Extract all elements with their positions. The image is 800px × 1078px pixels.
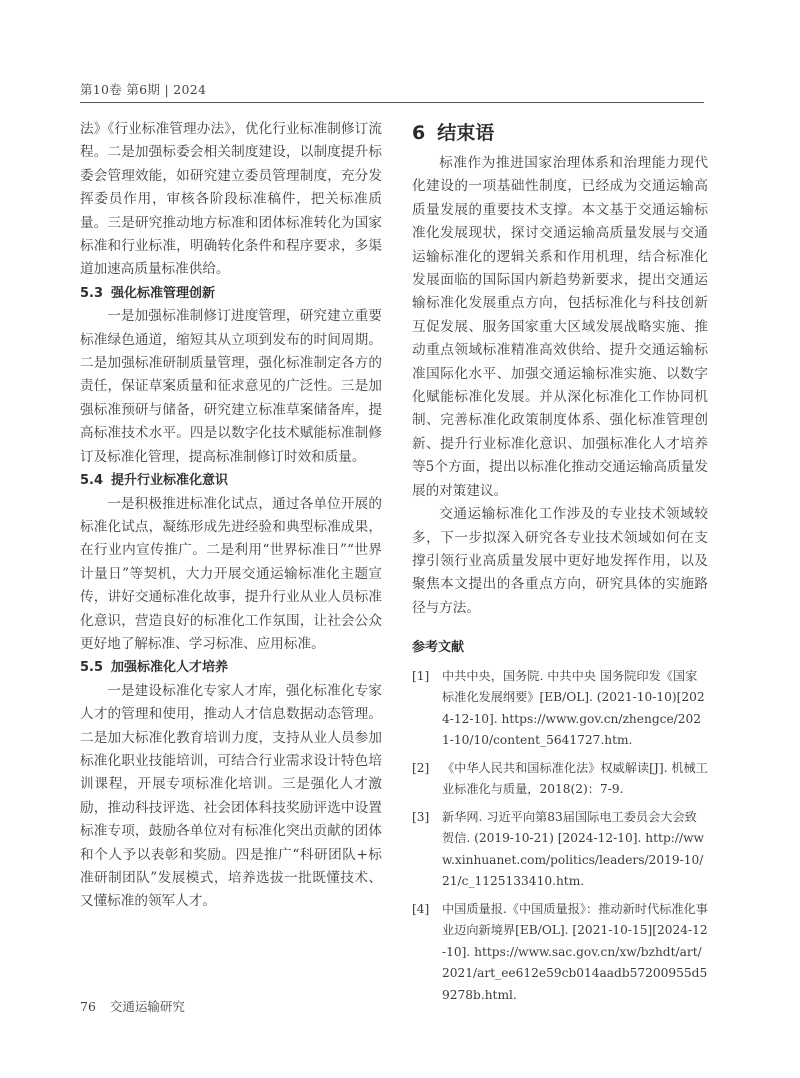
paragraph-conclusion-2: 交通运输标准化工作涉及的专业技术领域较多，下一步拟深入研究各专业技术领域如何在支撑引领行业高质量发展中更好地发挥作用，以及聚焦本文提出的各重点方向，研究具体的实施路径与方法。 — [412, 506, 708, 616]
section-heading-5-3 — [80, 282, 382, 305]
page-footer — [80, 997, 185, 1015]
paragraph-intro: 法》《行业标准管理办法》，优化行业标准制修订流程。二是加强标委会相关制度建设，以制度提升标委会管理效能，如研究建立委员管理制度，充分发挥委员作用，审核各阶段标准稿件，把关标准质量。三是研究推动地方标准和团体标准转化为国家标准和行业标准，明确转化条件和程序要求，多渠道加速高质量标准供给。 — [80, 121, 382, 278]
reference-text: 新华网. 习近平向第83届国际电工委员会大会致贺信. (2019-10-21) [2024-12-10]. http://www.xinhuanet.com/politics/leaders/2019-10/21/c_1125133410.htm. — [442, 809, 704, 889]
reference-text: 中共中央，国务院. 中共中央 国务院印发《国家标准化发展纲要》[EB/OL]. (2021-10-10)[2024-12-10]. https://www.gov.cn/zhengce/2021-10/10/content_5641727.htm. — [442, 668, 705, 748]
page-number: 76 — [80, 999, 96, 1014]
section-number: 6 — [412, 122, 426, 144]
reference-text: 中国质量报.《中国质量报》：推动新时代标准化事业迈向新境界[EB/OL]. [2021-10-15][2024-12-10]. https://www.sac.gov.cn/xw/bzhdt/art/2021/art_ee612e59cb014aadb57200955d59278b.html. — [442, 901, 708, 1002]
reference-item — [412, 807, 708, 893]
right-column — [412, 118, 708, 1012]
section-heading-6 — [412, 120, 708, 146]
references-heading: 参考文献 — [412, 640, 465, 656]
section-title: 强化标准管理创新 — [111, 285, 216, 301]
reference-number: [2] — [412, 760, 430, 775]
running-header: 第10卷 第6期 | 2024 — [80, 82, 207, 97]
section-heading-5-5 — [80, 656, 382, 679]
reference-item — [412, 758, 708, 801]
paragraph-5-5: 一是建设标准化专家人才库，强化标准化专家人才的管理和使用，推动人才信息数据动态管理。二是加大标准化教育培训力度，支持从业人员参加标准化职业技能培训，可结合行业需求设计特色培训课程，开展专项标准化培训。三是强化人才激励，推动科技评选、社会团体科技奖励评选中设置标准专项，鼓励各单位对有标准化突出贡献的团体和个人予以表彰和奖励。四是推广“科研团队+标准研制团队”发展模式，培养选拔一批既懂技术、又懂标准的领军人才。 — [80, 682, 382, 910]
paragraph-5-3: 一是加强标准制修订进度管理，研究建立重要标准绿色通道，缩短其从立项到发布的时间周期。二是加强标准研制质量管理，强化标准制定各方的责任，保证草案质量和征求意见的广泛性。三是加强标准预研与储备，研究建立标准草案储备库，提高标准技术水平。四是以数字化技术赋能标准制修订及标准化管理，提高标准制修订时效和质量。 — [80, 308, 382, 465]
reference-number: [4] — [412, 901, 430, 916]
journal-name: 交通运输研究 — [109, 999, 185, 1014]
reference-list — [412, 666, 708, 1007]
reference-text: 《中华人民共和国标准化法》权威解读[J]. 机械工业标准化与质量，2018(2)：7-9. — [442, 760, 708, 797]
header-rule — [80, 102, 704, 103]
reference-item — [412, 899, 708, 1007]
section-title: 加强标准化人才培养 — [111, 660, 229, 676]
section-number: 5.4 — [80, 473, 104, 489]
reference-item — [412, 666, 708, 752]
reference-number: [1] — [412, 668, 430, 683]
reference-number: [3] — [412, 809, 430, 824]
section-title: 提升行业标准化意识 — [111, 473, 229, 489]
paragraph-conclusion-1: 标准作为推进国家治理体系和治理能力现代化建设的一项基础性制度，已经成为交通运输高质量发展的重要技术支撑。本文基于交通运输标准化发展现状，探讨交通运输高质量发展与交通运输标准化的逻辑关系和作用机理，结合标准化发展面临的国际国内新趋势新要求，提出交通运输标准化发展重点方向，包括标准化与科技创新互促发展、服务国家重大区域发展战略实施、推动重点领域标准精准高效供给、提升交通运输标准国际化水平、加强交通运输标准实施、以数字化赋能标准化发展。并从深化标准化工作协同机制、完善标准化政策制度体系、强化标准管理创新、提升行业标准化意识、加强标准化人才培养等5个方面，提出以标准化推动交通运输高质量发展的对策建议。 — [412, 155, 708, 499]
section-heading-5-4 — [80, 469, 382, 492]
section-number: 5.3 — [80, 285, 104, 301]
left-column — [80, 118, 382, 914]
section-number: 5.5 — [80, 660, 104, 676]
section-title: 结束语 — [437, 122, 495, 144]
paragraph-5-4: 一是积极推进标准化试点，通过各单位开展的标准化试点，凝练形成先进经验和典型标准成果，在行业内宣传推广。二是利用“世界标准日”“世界计量日”等契机，大力开展交通运输标准化主题宣传，讲好交通标准化故事，提升行业从业人员标准化意识，营造良好的标准化工作氛围，让社会公众更好地了解标准、学习标准、应用标准。 — [80, 495, 382, 652]
